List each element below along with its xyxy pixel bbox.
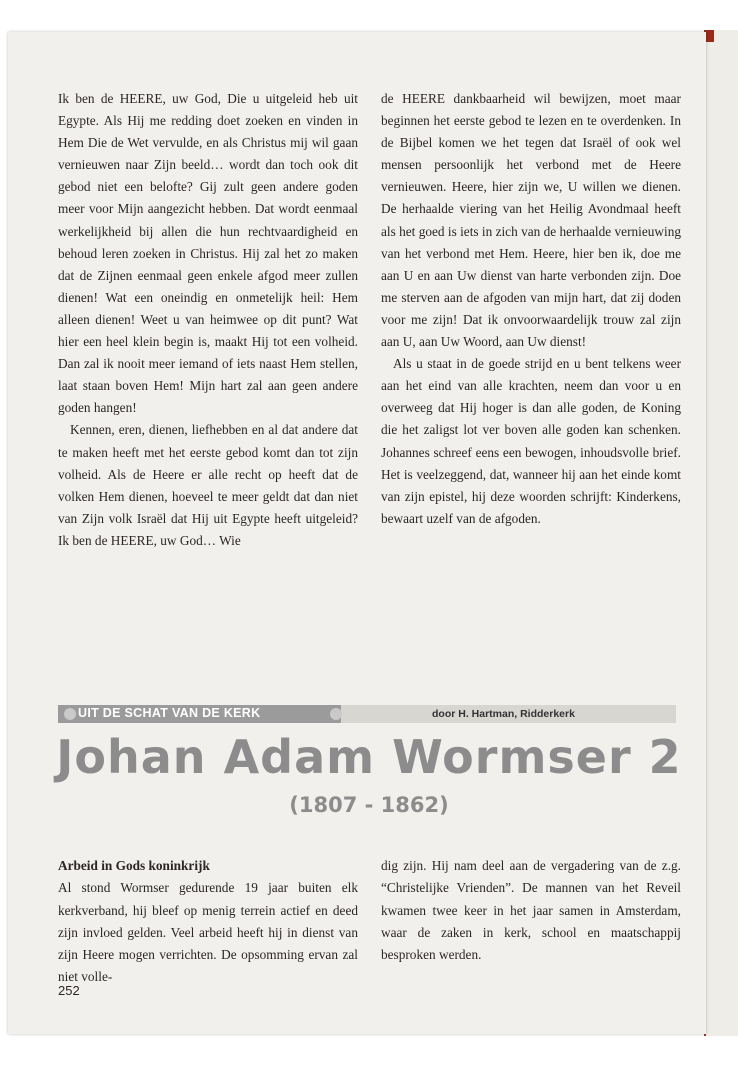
paragraph: Ik ben de HEERE, uw God, Die u uitgeleid heb uit Egypte. Als Hij me redding doet zoeken en vinden in Hem Die de Wet vervulde, en als Christus mij wil gaan vernieuwen naar Zijn beeld… wordt dan toch ook dit gebod niet een belofte? Gij zult geen andere goden meer voor Mijn aangezicht hebben. Dat wordt eenmaal werkelijkheid bij allen die hun rechtvaardigheid en behoud leren zoeken in Christus. Hij zal het zo maken dat de Zijnen eenmaal geen enkele afgod meer zullen dienen! Wat een oneindig en onmetelijk heil: Hem alleen dienen! Weet u van heimwee op dit punt? Wat hier een heel klein begin is, maakt Hij tot een volheid. Dan zal ik nooit meer iemand of iets naast Hem stellen, laat staan boven Hem! Mijn hart zal aan geen andere goden hangen! — [58, 91, 358, 416]
byline: door H. Hartman, Ridderkerk — [432, 708, 575, 720]
subheading: Arbeid in Gods koninkrijk — [58, 858, 210, 873]
bullet-icon — [330, 708, 342, 720]
article-years: (1807 - 1862) — [289, 793, 449, 817]
article-title: Johan Adam Wormser 2 — [56, 730, 682, 784]
article-top-column-2 — [381, 88, 681, 530]
paragraph: dig zijn. Hij nam deel aan de vergadering van de z.g. “Christelijke Vrienden”. De mannen van het Reveil kwamen twee keer in het jaar samen in Amsterdam, waar de zaken in kerk, school en maatschappij besproken werden. — [381, 858, 681, 963]
adjacent-page-edge — [704, 30, 738, 1036]
section-bar — [58, 705, 676, 723]
paragraph: Als u staat in de goede strijd en u bent telkens weer aan het eind van alle krachten, neem dan voor u en overweeg dat Hij hoger is dan alle goden, de Koning die het zaligst lot ver boven alle goden kan schenken. Johannes schreef eens een bewogen, inhoudsvolle brief. Het is veelzeggend, dat, wanneer hij aan het einde komt van zijn epistel, hij deze woorden schrijft: Kinderkens, bewaart uzelf van de afgoden. — [381, 356, 681, 526]
article-bottom-column-2 — [381, 855, 681, 966]
section-kicker: UIT DE SCHAT VAN DE KERK — [78, 706, 261, 720]
bullet-icon — [64, 708, 76, 720]
page-number: 252 — [58, 983, 80, 998]
bookmark-ribbon — [706, 30, 714, 42]
paragraph: Al stond Wormser gedurende 19 jaar buiten elk kerkverband, hij bleef op menig terrein actief en deed zijn invloed gelden. Veel arbeid heeft hij in dienst van zijn Heere mogen verrichten. De opsomming ervan zal niet volle- — [58, 880, 358, 985]
paragraph: de HEERE dankbaarheid wil bewijzen, moet maar beginnen het eerste gebod te lezen en te overdenken. In de Bijbel komen we het tegen dat Israël of ook wel mensen persoonlijk het verbond met de Heere vernieuwen. Heere, hier zijn we, U willen we dienen. De herhaalde viering van het Heilig Avondmaal heeft als het goed is iets in zich van de herhaalde vernieuwing van het verbond met Hem. Heere, hier ben ik, doe me aan U en aan Uw dienst van harte verbonden zijn. Doe me sterven aan de afgoden van mijn hart, dat zij doden voor me zijn! Dat ik onvoorwaardelijk trouw zal zijn aan U, aan Uw Woord, aan Uw dienst! — [381, 91, 681, 350]
article-bottom-column-1 — [58, 855, 358, 989]
paragraph: Kennen, eren, dienen, liefhebben en al dat andere dat te maken heeft met het eerste gebod komt dan tot zijn volheid. Als de Heere er alle recht op heeft dat de volken Hem dienen, hoeveel te meer geldt dat dan niet van Zijn volk Israël dat Hij uit Egypte heeft uitgeleid? Ik ben de HEERE, uw God… Wie — [58, 422, 358, 548]
article-top-column-1 — [58, 88, 358, 552]
